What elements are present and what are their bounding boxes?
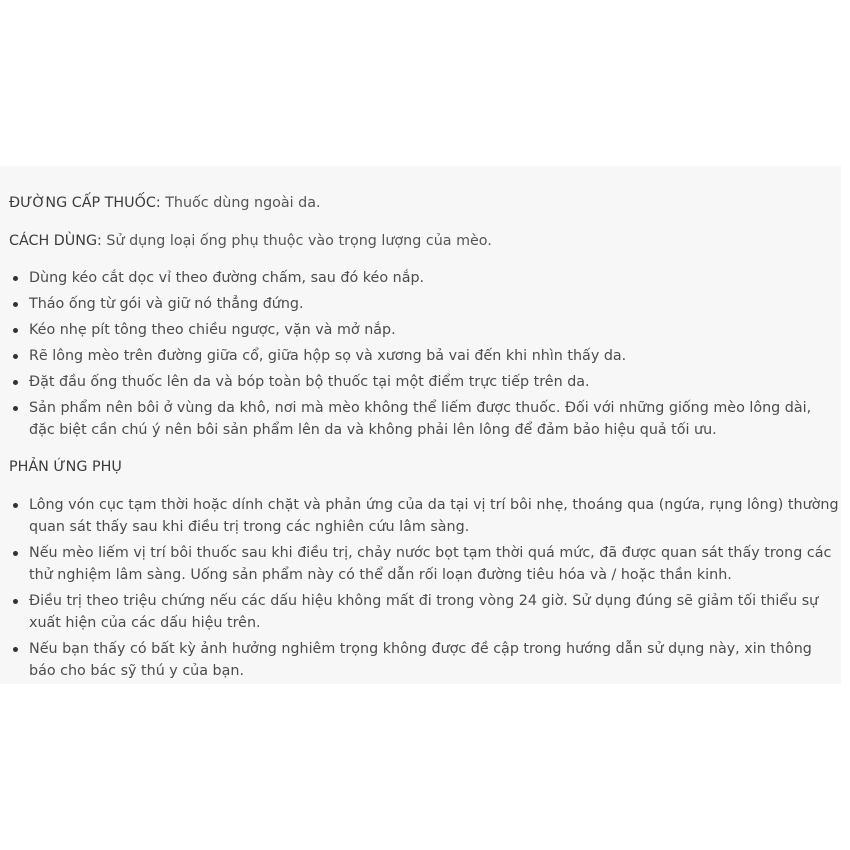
list-item xyxy=(9,542,841,590)
usage-step-text: Rẽ lông mèo trên đường giữa cổ, giữa hộp sọ và xương bả vai đến khi nhìn thấy da. xyxy=(29,348,627,364)
list-item xyxy=(9,319,841,345)
usage-paragraph xyxy=(9,230,833,252)
bullet-icon xyxy=(13,551,18,556)
content-panel xyxy=(0,166,841,684)
usage-step-text: Sản phẩm nên bôi ở vùng da khô, nơi mà mèo không thể liếm được thuốc. Đối với những giống mèo lông dài, đặc biệt cần chú ý nên bôi sản phẩm lên da và không phải lên lông để đảm bảo hiệu quả tối ưu. xyxy=(29,400,812,438)
side-effect-text: Lông vón cục tạm thời hoặc dính chặt và phản ứng của da tại vị trí bôi nhẹ, thoáng qua (ngứa, rụng lông) thường quan sát thấy sau khi điều trị trong các nghiên cứu lâm sàng. xyxy=(29,497,839,535)
side-effects-list xyxy=(9,494,841,686)
bullet-icon xyxy=(13,380,18,385)
list-item xyxy=(9,590,841,638)
route-value: Thuốc dùng ngoài da. xyxy=(160,195,321,211)
route-label: ĐƯỜNG CẤP THUỐC: xyxy=(9,195,161,211)
bullet-icon xyxy=(13,276,18,281)
side-effects-heading xyxy=(9,456,833,478)
usage-step-text: Kéo nhẹ pít tông theo chiều ngược, vặn và mở nắp. xyxy=(29,322,396,338)
bullet-icon xyxy=(13,647,18,652)
bullet-icon xyxy=(13,354,18,359)
side-effect-text: Điều trị theo triệu chứng nếu các dấu hiệu không mất đi trong vòng 24 giờ. Sử dụng đúng sẽ giảm tối thiểu sự xuất hiện của các dấu hiệu trên. xyxy=(29,593,819,631)
usage-steps-list xyxy=(9,267,841,445)
list-item xyxy=(9,397,841,445)
bullet-icon xyxy=(13,406,18,411)
list-item xyxy=(9,638,841,686)
usage-label: CÁCH DÙNG: xyxy=(9,233,102,249)
bullet-icon xyxy=(13,503,18,508)
list-item xyxy=(9,293,841,319)
bullet-icon xyxy=(13,302,18,307)
usage-value: Sử dụng loại ống phụ thuộc vào trọng lượng của mèo. xyxy=(101,233,492,249)
usage-step-text: Đặt đầu ống thuốc lên da và bóp toàn bộ thuốc tại một điểm trực tiếp trên da. xyxy=(29,374,590,390)
list-item xyxy=(9,345,841,371)
list-item xyxy=(9,371,841,397)
usage-step-text: Dùng kéo cắt dọc vỉ theo đường chấm, sau đó kéo nắp. xyxy=(29,270,425,286)
bullet-icon xyxy=(13,328,18,333)
side-effect-text: Nếu mèo liếm vị trí bôi thuốc sau khi điều trị, chảy nước bọt tạm thời quá mức, đã được quan sát thấy trong các thử nghiệm lâm sàng. Uống sản phẩm này có thể dẫn rối loạn đường tiêu hóa và / hoặc thần kinh. xyxy=(29,545,832,583)
usage-step-text: Tháo ống từ gói và giữ nó thẳng đứng. xyxy=(29,296,304,312)
list-item xyxy=(9,267,841,293)
side-effects-heading-text: PHẢN ỨNG PHỤ xyxy=(9,459,122,475)
side-effect-text: Nếu bạn thấy có bất kỳ ảnh hưởng nghiêm trọng không được đề cập trong hướng dẫn sử dụng này, xin thông báo cho bác sỹ thú y của bạn. xyxy=(29,641,812,679)
bullet-icon xyxy=(13,599,18,604)
list-item xyxy=(9,494,841,542)
route-paragraph xyxy=(9,192,833,214)
